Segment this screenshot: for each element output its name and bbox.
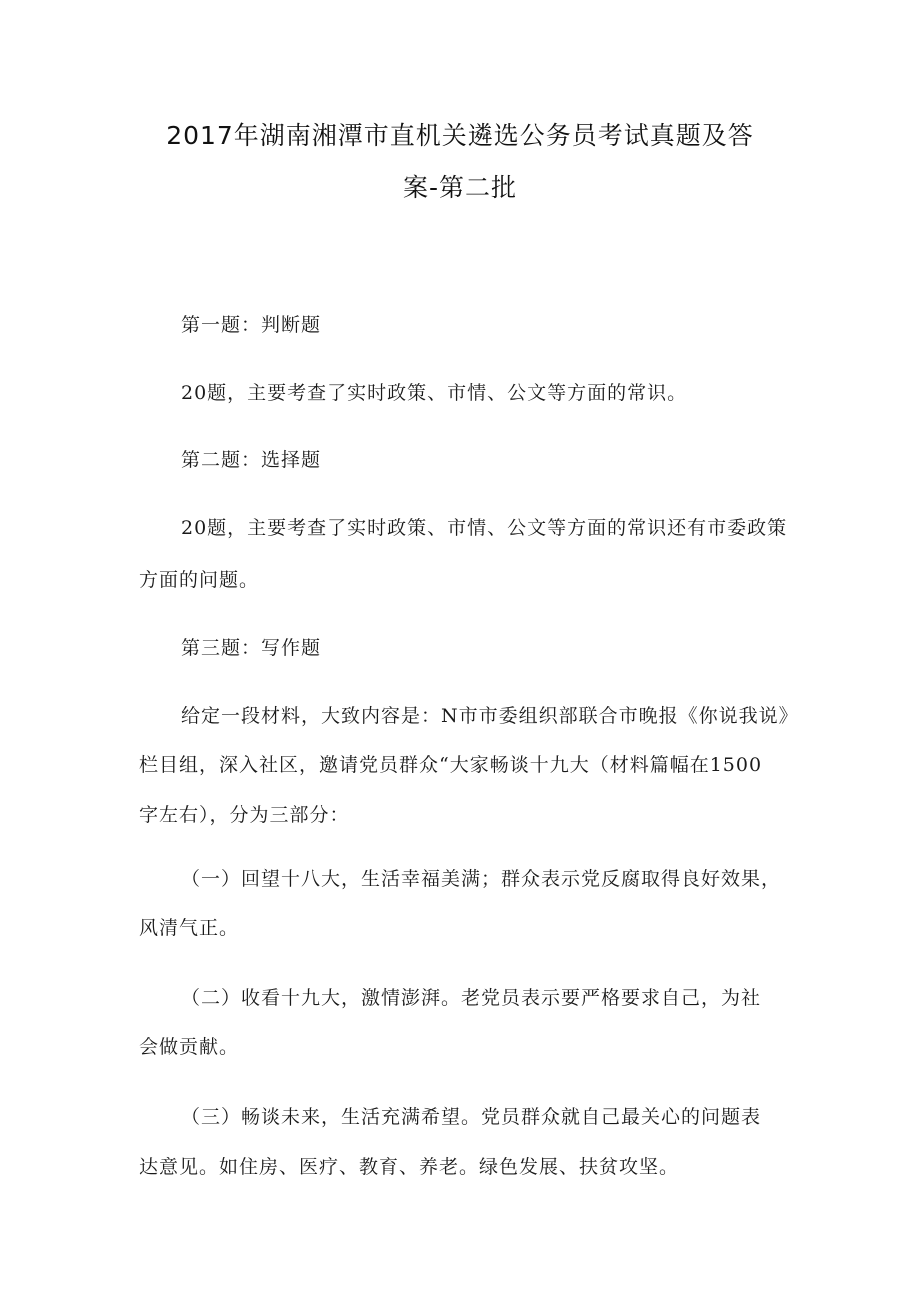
part-1-line-2: 风清气正。 <box>139 917 240 939</box>
part-3-line-1: （三）畅谈未来，生活充满希望。党员群众就自己最关心的问题表 <box>181 1106 762 1128</box>
part-2-line-2: 会做贡献。 <box>139 1036 240 1058</box>
section-3-intro-line-1: 给定一段材料，大致内容是：N市市委组织部联合市晚报《你说我说》 <box>181 705 799 727</box>
part-1-line-1: （一）回望十八大，生活幸福美满；群众表示党反腐取得良好效果， <box>181 868 782 890</box>
section-1-text: 20题，主要考查了实时政策、市情、公文等方面的常识。 <box>181 382 688 404</box>
document-title-line-1: 2017年湖南湘潭市直机关遴选公务员考试真题及答 <box>166 121 754 150</box>
document-title-line-2: 案-第二批 <box>402 173 518 202</box>
section-1-heading: 第一题：判断题 <box>181 314 322 336</box>
section-2-heading: 第二题：选择题 <box>181 449 322 471</box>
section-2-text-line-1: 20题，主要考查了实时政策、市情、公文等方面的常识还有市委政策 <box>181 517 788 539</box>
section-2-text-line-2: 方面的问题。 <box>139 569 260 591</box>
part-2-line-1: （二）收看十九大，激情澎湃。老党员表示要严格要求自己，为社 <box>181 987 762 1009</box>
section-3-heading: 第三题：写作题 <box>181 637 322 659</box>
part-3-line-2: 达意见。如住房、医疗、教育、养老。绿色发展、扶贫攻坚。 <box>139 1156 680 1178</box>
section-3-intro-line-3: 字左右），分为三部分： <box>139 804 350 826</box>
section-3-intro-line-2: 栏目组，深入社区，邀请党员群众“大家畅谈十九大（材料篇幅在1500 <box>139 754 763 776</box>
